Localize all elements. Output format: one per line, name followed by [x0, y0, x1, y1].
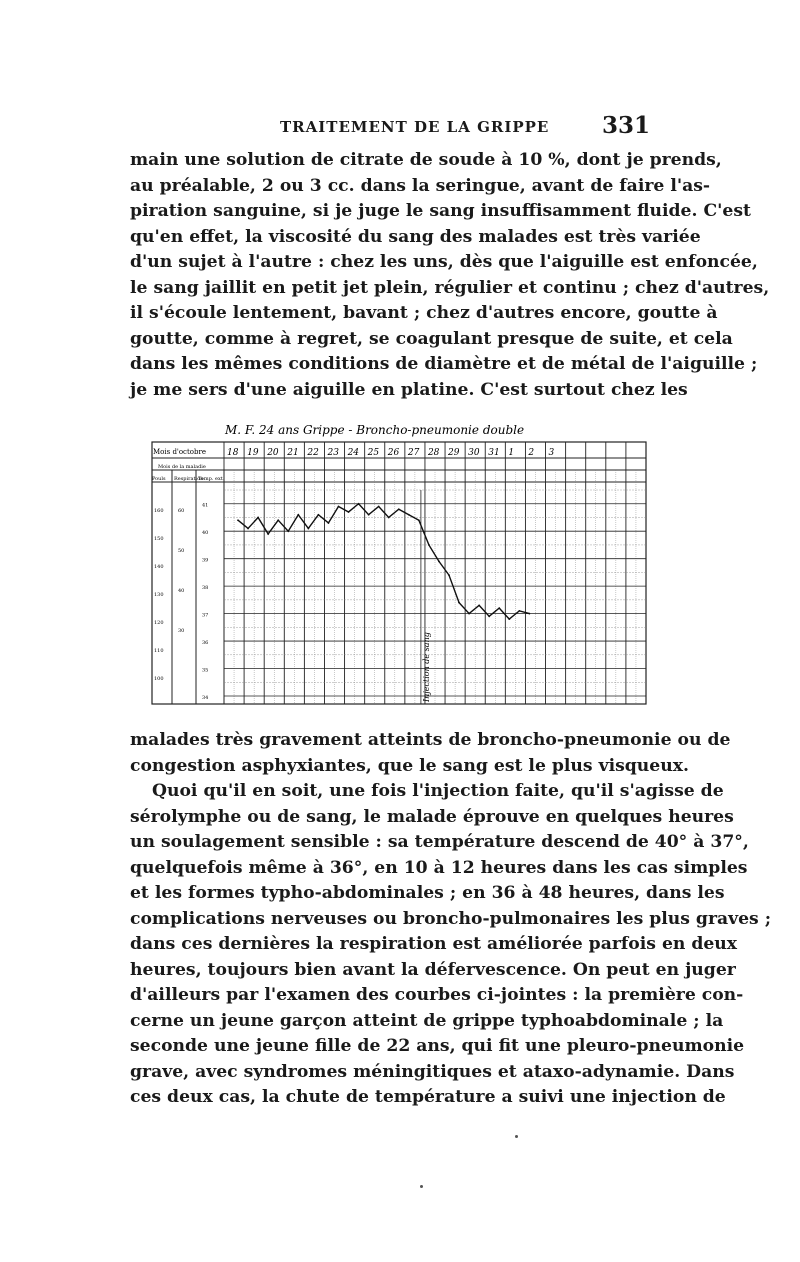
date-label: 28 — [427, 448, 440, 458]
temperature-point — [488, 615, 490, 617]
text-line: il s'écoule lentement, bavant ; chez d'autres encore, goutte à — [130, 303, 718, 323]
temperature-point — [468, 613, 470, 615]
text-line: heures, toujours bien avant la défervescence. On peut en juger — [130, 959, 736, 980]
chart-grid — [152, 442, 646, 704]
temp-tick-label: 36 — [202, 640, 209, 647]
temperature-point — [508, 618, 510, 620]
pulse-tick-label: 100 — [154, 676, 164, 682]
resp-tick-label: 60 — [178, 508, 185, 514]
paragraph-top — [130, 148, 770, 403]
date-label: 27 — [407, 448, 420, 458]
text-line: je me sers d'une aiguille en platine. C'est surtout chez les — [130, 379, 688, 400]
chart-header-label: Mois d'octobre — [153, 448, 206, 456]
temperature-point — [247, 528, 249, 530]
temperature-series — [237, 503, 530, 620]
date-label: 2 — [528, 448, 535, 458]
temperature-point — [498, 607, 500, 609]
date-label: 26 — [387, 448, 400, 458]
date-label: 24 — [347, 448, 360, 458]
text-line: qu'en effet, la viscosité du sang des malades est très variée — [130, 226, 701, 247]
text-line: Quoi qu'il en soit, une fois l'injection faite, qu'il s'agisse de — [152, 781, 724, 801]
date-label: 22 — [307, 448, 319, 458]
temperature-point — [328, 522, 330, 524]
temperature-point — [267, 533, 269, 535]
temperature-point — [408, 514, 410, 516]
text-line: cerne un jeune garçon atteint de grippe typhoabdominale ; la — [130, 1010, 724, 1031]
temperature-point — [358, 503, 360, 505]
temperature-chart-svg — [150, 420, 650, 705]
running-title: TRAITEMENT DE LA GRIPPE — [280, 118, 550, 136]
date-label: 31 — [488, 448, 500, 458]
temperature-point — [277, 519, 279, 521]
temp-tick-label: 34 — [202, 695, 209, 701]
text-line: et les formes typho-abdominales ; en 36 à 48 heures, dans les — [130, 883, 725, 903]
temp-tick-label: 41 — [202, 502, 209, 509]
temperature-point — [338, 506, 340, 508]
temperature-point — [458, 602, 460, 604]
temperature-point — [317, 514, 319, 516]
date-label: 30 — [468, 448, 480, 458]
text-line: sérolymphe ou de sang, le malade éprouve en quelques heures — [130, 806, 734, 827]
temperature-point — [528, 613, 530, 615]
text-line: d'ailleurs par l'examen des courbes ci-jointes : la première con- — [130, 985, 744, 1005]
pulse-tick-label: 110 — [154, 648, 164, 654]
pulse-tick-label: 150 — [154, 536, 164, 542]
date-label: 21 — [287, 448, 299, 458]
running-header — [130, 112, 650, 142]
temperature-point — [418, 519, 420, 521]
axis-tick-labels — [154, 503, 208, 701]
text-line: au préalable, 2 ou 3 cc. dans la seringue, avant de faire l'as- — [130, 175, 711, 196]
temperature-point — [428, 544, 430, 546]
text-line: le sang jaillit en petit jet plein, régulier et continu ; chez d'autres, — [130, 277, 770, 298]
temperature-point — [287, 530, 289, 532]
pulse-tick-label: 140 — [154, 564, 164, 570]
temperature-point — [398, 508, 400, 510]
temp-tick-label: 38 — [202, 585, 209, 592]
text-line: seconde une jeune fille de 22 ans, qui fit une pleuro-pneumonie — [130, 1036, 745, 1056]
resp-tick-label: 50 — [178, 548, 185, 554]
date-label: 18 — [227, 448, 239, 458]
temperature-point — [237, 519, 239, 521]
col-label-temp: Temp. ext. — [198, 476, 225, 482]
text-line: ces deux cas, la chute de température a suivi une injection de — [130, 1087, 726, 1107]
text-line: malades très gravement atteints de broncho-pneumonie ou de — [130, 730, 731, 750]
temp-tick-label: 37 — [202, 612, 209, 619]
text-line: congestion asphyxiantes, que le sang est le plus visqueux. — [130, 755, 689, 776]
chart-title: M. F. 24 ans Grippe - Broncho-pneumonie double — [225, 423, 525, 437]
date-label: 25 — [367, 448, 380, 458]
text-line: un soulagement sensible : sa température descend de 40° à 37°, — [130, 832, 749, 852]
specks — [420, 1185, 423, 1188]
temperature-point — [448, 574, 450, 576]
page-number: 331 — [601, 112, 650, 139]
text-line: complications nerveuses ou broncho-pulmonaires les plus graves ; — [130, 908, 772, 929]
pulse-tick-label: 160 — [154, 508, 164, 514]
text-line: goutte, comme à regret, se coagulant presque de suite, et cela — [130, 328, 733, 349]
text-line: piration sanguine, si je juge le sang insuffisamment fluide. C'est — [130, 201, 751, 221]
temperature-point — [518, 610, 520, 612]
chart-frame — [152, 442, 646, 704]
date-label: 3 — [548, 448, 555, 458]
temp-tick-label: 39 — [202, 557, 209, 564]
temperature-point — [348, 511, 350, 513]
temperature-point — [307, 528, 309, 530]
text-line: d'un sujet à l'autre : chez les uns, dès que l'aiguille est enfoncée, — [130, 252, 758, 272]
temperature-point — [378, 506, 380, 508]
resp-tick-label: 30 — [178, 628, 185, 634]
temp-tick-label: 40 — [202, 530, 209, 537]
text-line: quelquefois même à 36°, en 10 à 12 heures dans les cas simples — [130, 857, 748, 878]
date-label: 19 — [247, 448, 259, 458]
col-label-pulse: Pouls — [152, 476, 166, 482]
date-label: 23 — [327, 448, 339, 458]
temperature-point — [438, 561, 440, 563]
temperature-point — [388, 517, 390, 519]
paragraph-bottom — [130, 728, 772, 1111]
resp-tick-label: 40 — [178, 588, 185, 594]
text-line: grave, avec syndromes méningitiques et ataxo-adynamie. Dans — [130, 1061, 735, 1082]
injection-annotation: Injection de sang — [421, 632, 431, 702]
temperature-chart — [150, 420, 650, 705]
text-line: dans ces dernières la respiration est améliorée parfois en deux — [130, 934, 738, 954]
temperature-point — [297, 514, 299, 516]
temperature-point — [257, 517, 259, 519]
temperature-point — [368, 514, 370, 516]
text-line: dans les mêmes conditions de diamètre et de métal de l'aiguille ; — [130, 354, 758, 374]
pulse-tick-label: 120 — [154, 620, 164, 626]
pulse-tick-label: 130 — [154, 592, 164, 598]
date-label: 20 — [267, 448, 279, 458]
date-label: 1 — [508, 448, 515, 458]
specks — [515, 1135, 518, 1138]
temperature-point — [478, 604, 480, 606]
date-label: 29 — [448, 448, 460, 458]
col-label-resp: Respiration — [174, 476, 204, 482]
chart-row-label: Mois de la maladie — [158, 464, 206, 470]
temp-tick-label: 35 — [202, 667, 209, 674]
text-line: main une solution de citrate de soude à 10 %, dont je prends, — [130, 150, 722, 170]
